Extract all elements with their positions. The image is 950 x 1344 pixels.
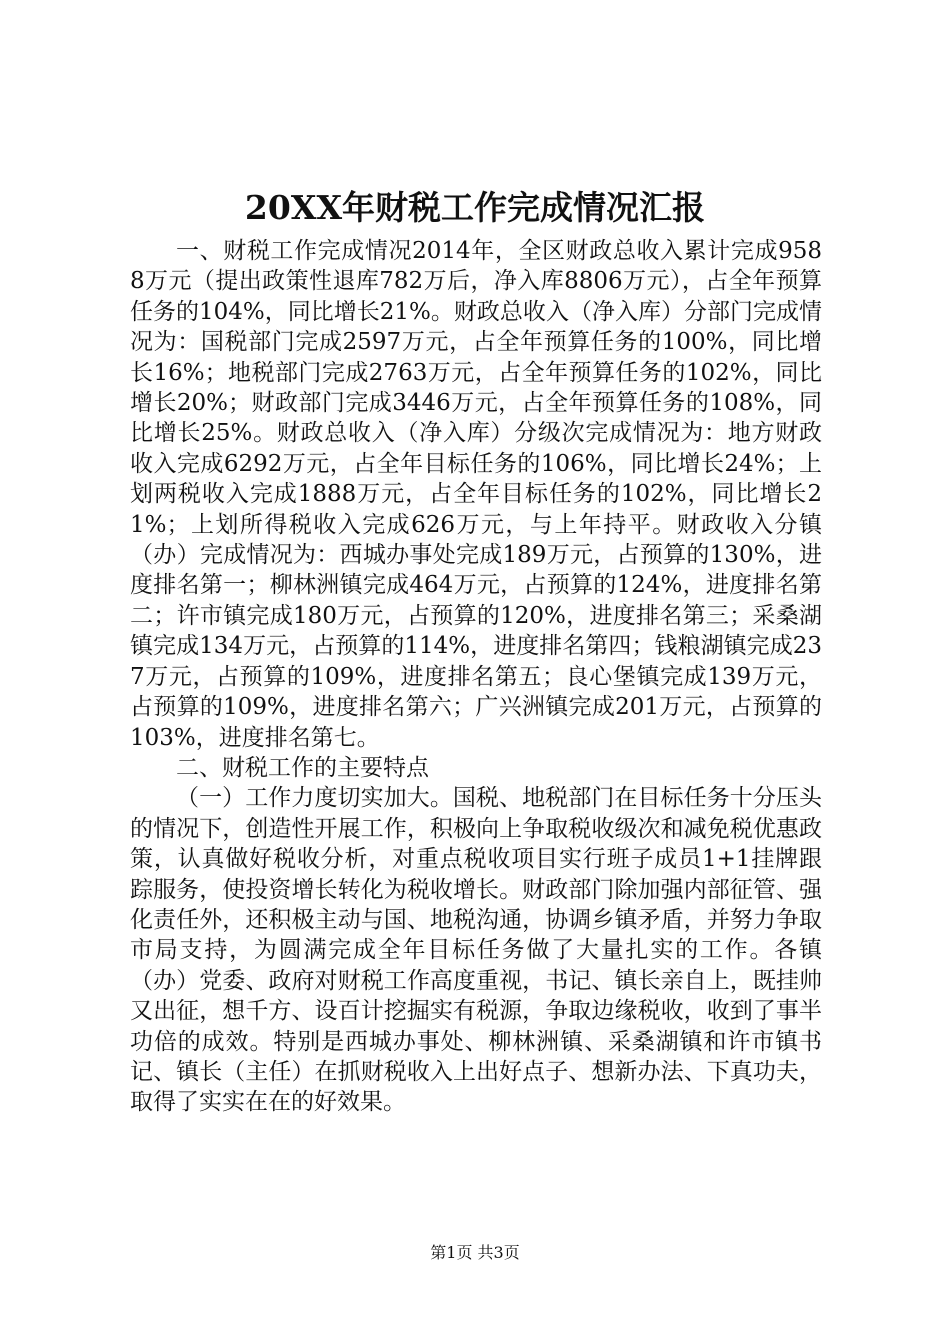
paragraph-section-heading: 二、财税工作的主要特点 (176, 754, 429, 781)
paragraph-completion-status: 一、财税工作完成情况2014年，全区财政总收入累计完成9588万元（提出政策性退库782万后，净入库8806万元），占全年预算任务的104%，同比增长21%。财政总收入（净入库）分部门完成情况为：国税部门完成2597万元，占全年预算任务的100%，同比增长16%；地税部门完成2763万元，占全年预算任务的102%，同比增长20%；财政部门完成3446万元，占全年预算任务的108%，同比增长25%。财政总收入（净入库）分级次完成情况为：地方财政收入完成6292万元，占全年目标任务的106%，同比增长24%；上划两税收入完成1888万元，占全年目标任务的102%，同比增长21%；上划所得税收入完成626万元，与上年持平。财政收入分镇（办）完成情况为：西城办事处完成189万元，占预算的130%，进度排名第一；柳林洲镇完成464万元，占预算的124%，进度排名第二；许市镇完成180万元，占预算的120%，进度排名第三；采桑湖镇完成134万元，占预算的114%，进度排名第四；钱粮湖镇完成237万元，占预算的109%，进度排名第五；良心堡镇完成139万元，占预算的109%，进度排名第六；广兴洲镇完成201万元，占预算的103%，进度排名第七。 (130, 238, 822, 751)
document-title: 20XX年财税工作完成情况汇报 (244, 188, 706, 227)
document-body (130, 236, 822, 1118)
page-footer: 第1页 共3页 (430, 1243, 520, 1262)
paragraph-work-intensity: （一）工作力度切实加大。国税、地税部门在目标任务十分压头的情况下，创造性开展工作，积极向上争取税收级次和减免税优惠政策，认真做好税收分析，对重点税收项目实行班子成员1+1挂牌跟踪服务，使投资增长转化为税收增长。财政部门除加强内部征管、强化责任外，还积极主动与国、地税沟通，协调乡镇矛盾，并努力争取市局支持，为圆满完成全年目标任务做了大量扎实的工作。各镇（办）党委、政府对财税工作高度重视，书记、镇长亲自上，既挂帅又出征，想千方、设百计挖掘实有税源，争取边缘税收，收到了事半功倍的成效。特别是西城办事处、柳林洲镇、采桑湖镇和许市镇书记、镇长（主任）在抓财税收入上出好点子、想新办法、下真功夫，取得了实实在在的好效果。 (130, 785, 822, 1116)
